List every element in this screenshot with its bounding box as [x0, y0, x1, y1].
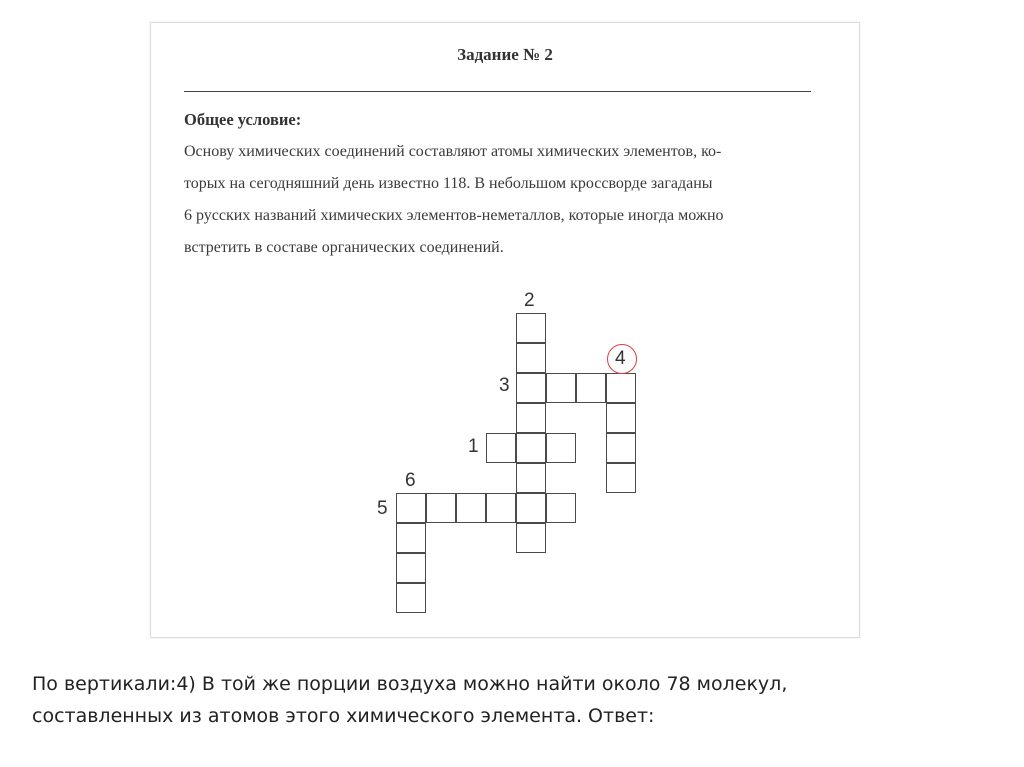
crossword-cell[interactable] — [516, 493, 546, 523]
task-card — [150, 22, 860, 638]
question-line: По вертикали:4) В той же порции воздуха можно найти около 78 молекул, — [32, 673, 788, 695]
crossword-cell[interactable] — [606, 433, 636, 463]
crossword-cell[interactable] — [396, 523, 426, 553]
crossword-cell[interactable] — [606, 373, 636, 403]
condition-line: торых на сегодняшний день известно 118. В небольшом кроссворде загаданы — [184, 175, 713, 192]
crossword-cell[interactable] — [396, 553, 426, 583]
crossword-cell[interactable] — [426, 493, 456, 523]
crossword-cell[interactable] — [516, 343, 546, 373]
clue-number-6: 6 — [405, 470, 416, 491]
crossword-cell[interactable] — [516, 403, 546, 433]
crossword-cell[interactable] — [456, 493, 486, 523]
crossword-cell[interactable] — [486, 433, 516, 463]
crossword-cell[interactable] — [516, 463, 546, 493]
condition-line: 6 русских названий химических элементов-неметаллов, которые иногда можно — [184, 207, 724, 224]
crossword-cell[interactable] — [576, 373, 606, 403]
condition-line: Основу химических соединений составляют атомы химических элементов, ко- — [184, 143, 722, 160]
crossword-cell[interactable] — [516, 523, 546, 553]
clue-number-1: 1 — [468, 436, 479, 457]
condition-line: встретить в составе органических соединений. — [184, 239, 504, 256]
crossword-cell[interactable] — [516, 313, 546, 343]
condition-heading: Общее условие: — [184, 110, 302, 129]
crossword-cell[interactable] — [606, 463, 636, 493]
task-title: Задание № 2 — [457, 45, 553, 64]
crossword-cell[interactable] — [516, 373, 546, 403]
highlight-circle-icon — [607, 344, 637, 374]
crossword-cell[interactable] — [546, 373, 576, 403]
crossword-cell[interactable] — [396, 583, 426, 613]
question-line: составленных из атомов этого химического элемента. Ответ: — [32, 705, 655, 727]
crossword-grid — [151, 23, 859, 637]
clue-number-3: 3 — [499, 375, 510, 396]
crossword-cell[interactable] — [396, 493, 426, 523]
clue-number-5: 5 — [377, 498, 388, 519]
crossword-cell[interactable] — [516, 433, 546, 463]
crossword-cell[interactable] — [606, 403, 636, 433]
crossword-cell[interactable] — [546, 433, 576, 463]
clue-number-4: 4 — [615, 348, 626, 369]
crossword-cell[interactable] — [486, 493, 516, 523]
question-text — [32, 668, 787, 732]
clue-number-2: 2 — [524, 290, 535, 311]
crossword-cell[interactable] — [546, 493, 576, 523]
